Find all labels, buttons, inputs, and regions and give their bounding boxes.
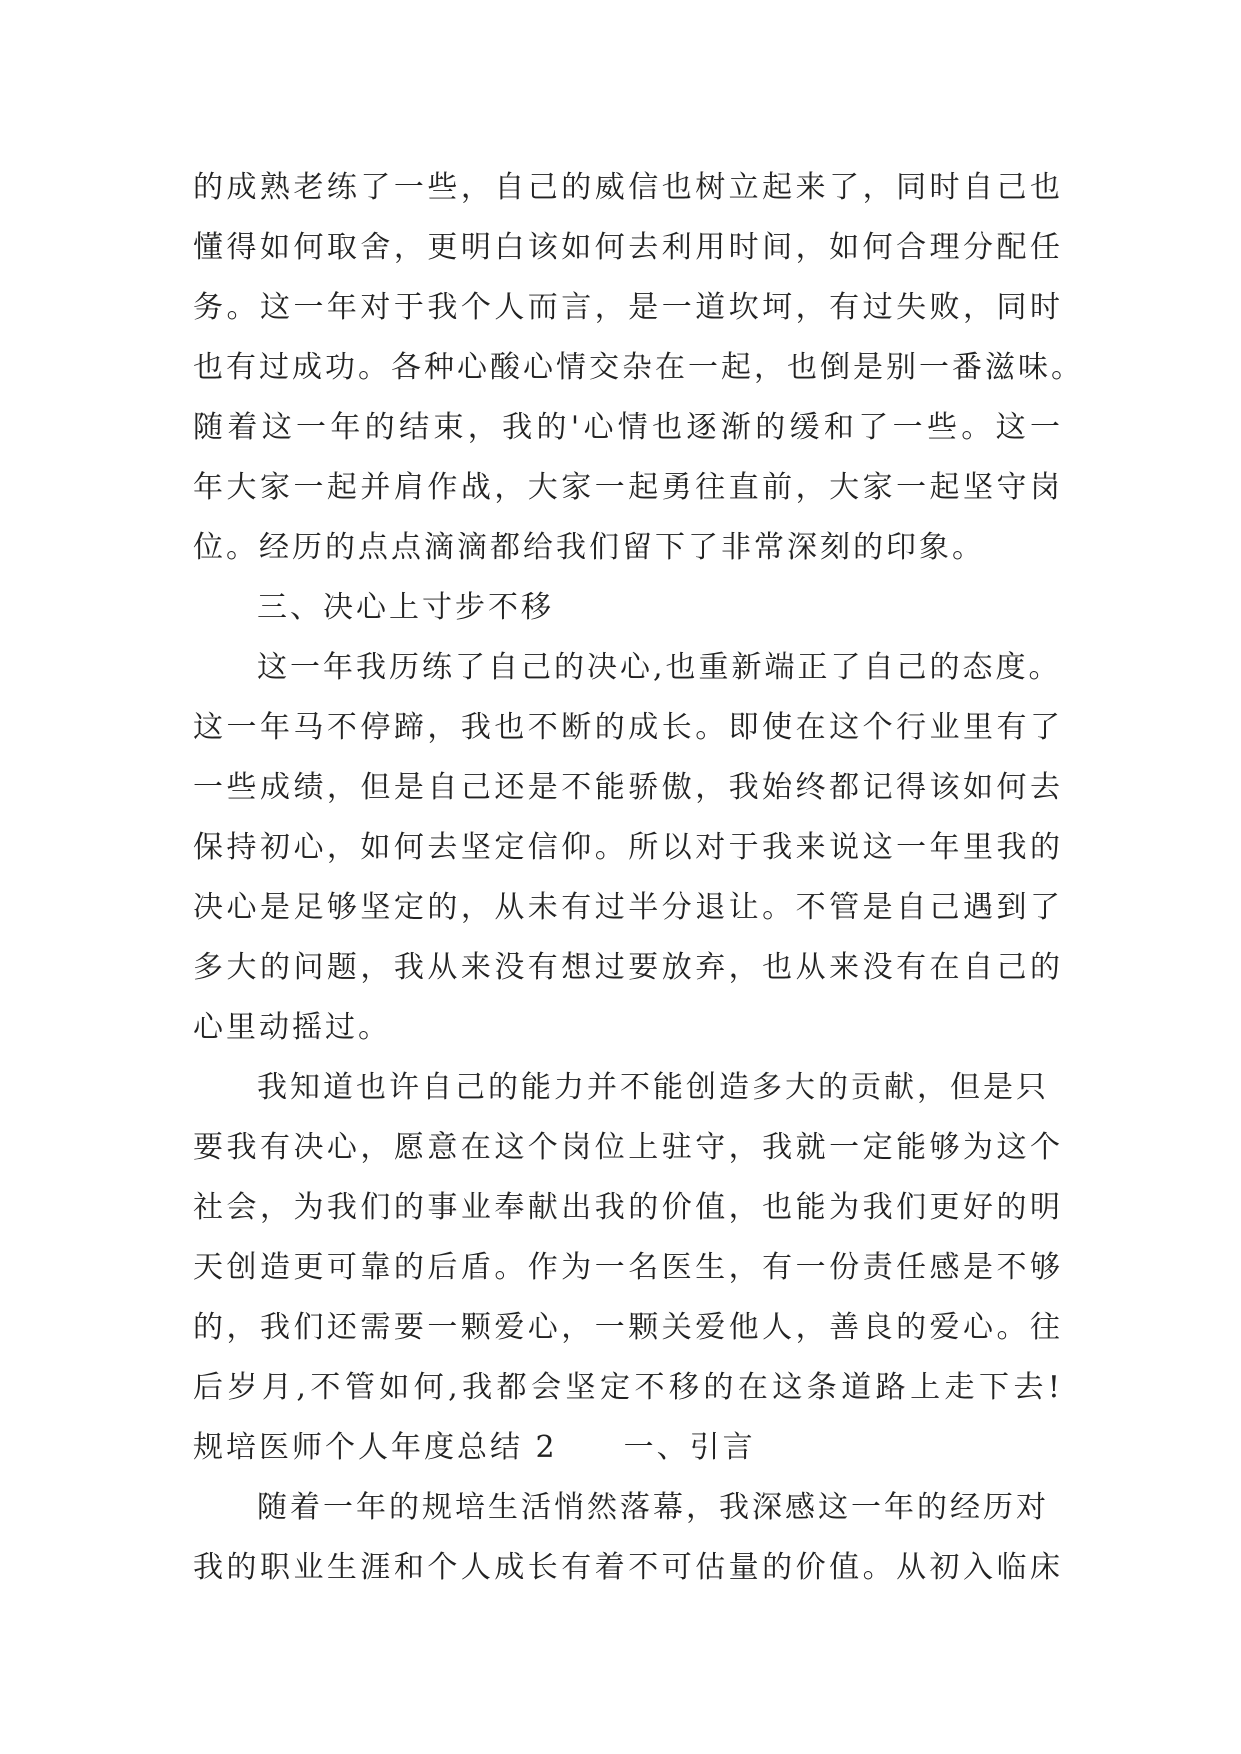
text-line: 务。这一年对于我个人而言，是一道坎坷，有过失败，同时 (193, 290, 1063, 325)
document-title: 规培医师个人年度总结 2 (193, 1430, 558, 1465)
text-line: 随着这一年的结束，我的'心情也逐渐的缓和了一些。这一 (193, 410, 1063, 445)
text-line: 一些成绩，但是自己还是不能骄傲，我始终都记得该如何去 (193, 770, 1063, 805)
text-line: 懂得如何取舍，更明白该如何去利用时间，如何合理分配任 (193, 230, 1063, 265)
text-line: 后岁月,不管如何,我都会坚定不移的在这条道路上走下去! (193, 1370, 1063, 1405)
text-line: 的，我们还需要一颗爱心，一颗关爱他人，善良的爱心。往 (193, 1310, 1063, 1345)
section-heading: 三、决心上寸步不移 (257, 590, 554, 625)
text-line: 决心是足够坚定的，从未有过半分退让。不管是自己遇到了 (193, 890, 1063, 925)
text-line: 这一年我历练了自己的决心,也重新端正了自己的态度。 (257, 650, 1062, 685)
text-line: 多大的问题，我从来没有想过要放弃，也从来没有在自己的 (193, 950, 1063, 985)
text-line: 我的职业生涯和个人成长有着不可估量的价值。从初入临床 (193, 1550, 1063, 1585)
document-body (193, 158, 1084, 1598)
text-line: 年大家一起并肩作战，大家一起勇往直前，大家一起坚守岗 (193, 470, 1063, 505)
text-line: 位。经历的点点滴滴都给我们留下了非常深刻的印象。 (193, 530, 985, 565)
document-title-row (193, 1418, 1063, 1478)
text-line: 也有过成功。各种心酸心情交杂在一起，也倒是别一番滋味。 (193, 350, 1084, 385)
text-line: 随着一年的规培生活悄然落幕，我深感这一年的经历对 (257, 1490, 1049, 1525)
text-line: 的成熟老练了一些，自己的威信也树立起来了，同时自己也 (193, 170, 1063, 205)
text-line: 社会，为我们的事业奉献出我的价值，也能为我们更好的明 (193, 1190, 1063, 1225)
section-heading-intro: 一、引言 (623, 1430, 756, 1465)
text-line: 要我有决心，愿意在这个岗位上驻守，我就一定能够为这个 (193, 1130, 1063, 1165)
text-line: 保持初心，如何去坚定信仰。所以对于我来说这一年里我的 (193, 830, 1063, 865)
text-line: 心里动摇过。 (193, 1010, 391, 1045)
text-line: 这一年马不停蹄，我也不断的成长。即使在这个行业里有了 (193, 710, 1063, 745)
title-gap (558, 1418, 624, 1478)
text-line: 我知道也许自己的能力并不能创造多大的贡献，但是只 (257, 1070, 1049, 1105)
text-line: 天创造更可靠的后盾。作为一名医生，有一份责任感是不够 (193, 1250, 1063, 1285)
